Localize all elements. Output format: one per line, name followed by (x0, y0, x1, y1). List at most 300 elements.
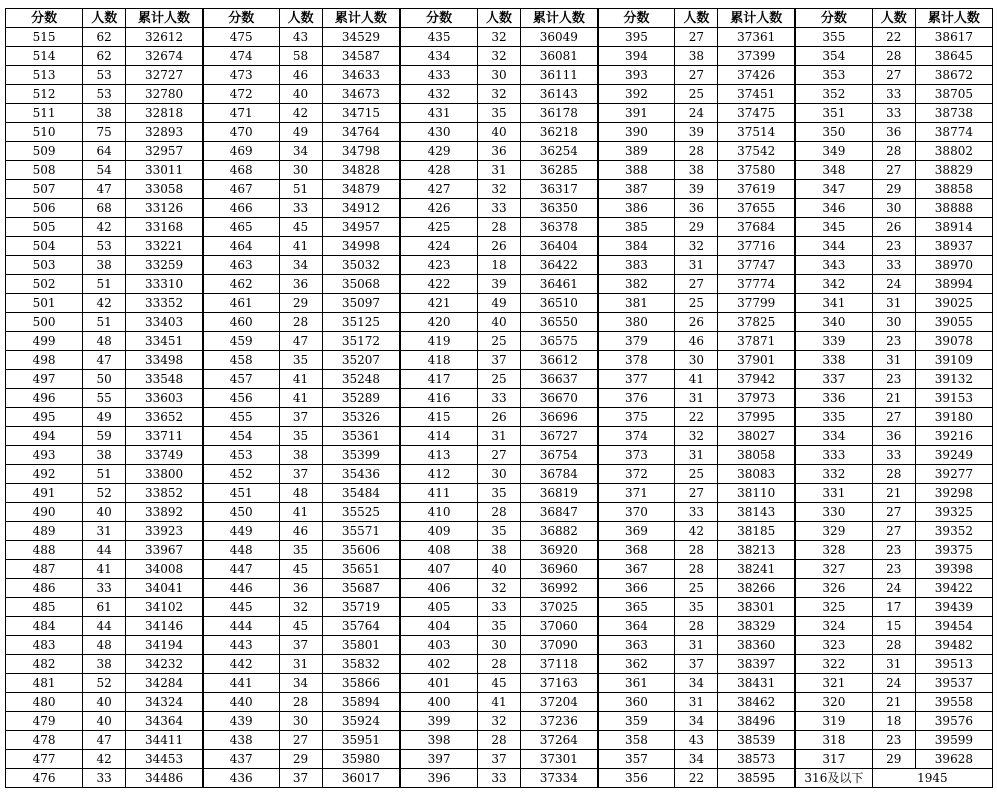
score-cell: 382 (598, 275, 675, 294)
cumulative-cell: 34828 (322, 161, 400, 180)
score-cell: 500 (6, 313, 83, 332)
table-row (6, 408, 993, 427)
cumulative-cell: 36784 (521, 465, 598, 484)
count-cell: 24 (872, 275, 915, 294)
cumulative-cell: 33451 (126, 332, 203, 351)
score-cell: 375 (598, 408, 675, 427)
cumulative-header: 累计人数 (521, 9, 598, 28)
cumulative-cell: 37871 (718, 332, 795, 351)
score-cell: 464 (203, 237, 279, 256)
count-cell: 27 (872, 161, 915, 180)
count-cell: 37 (477, 750, 520, 769)
cumulative-cell: 35764 (322, 617, 400, 636)
table-row (6, 617, 993, 636)
cumulative-cell: 39454 (915, 617, 992, 636)
score-cell: 374 (598, 427, 675, 446)
cumulative-cell: 36285 (521, 161, 598, 180)
count-cell: 36 (279, 579, 322, 598)
score-cell: 322 (795, 655, 872, 674)
score-cell: 353 (795, 66, 872, 85)
score-cell: 463 (203, 256, 279, 275)
count-cell: 27 (872, 522, 915, 541)
score-cell: 321 (795, 674, 872, 693)
score-cell: 378 (598, 351, 675, 370)
count-cell: 53 (83, 66, 126, 85)
cumulative-cell: 36461 (521, 275, 598, 294)
count-cell: 22 (675, 769, 718, 788)
cumulative-cell: 34673 (322, 85, 400, 104)
score-cell: 335 (795, 408, 872, 427)
score-cell: 504 (6, 237, 83, 256)
score-cell: 476 (6, 769, 83, 788)
count-cell: 32 (477, 85, 520, 104)
count-cell: 30 (872, 313, 915, 332)
cumulative-cell: 36404 (521, 237, 598, 256)
score-cell: 485 (6, 598, 83, 617)
count-cell: 42 (279, 104, 322, 123)
count-cell: 59 (83, 427, 126, 446)
table-row (6, 655, 993, 674)
cumulative-cell: 36017 (322, 769, 400, 788)
cumulative-cell: 36218 (521, 123, 598, 142)
table-row (6, 446, 993, 465)
cumulative-cell: 38738 (915, 104, 992, 123)
count-cell: 44 (83, 617, 126, 636)
count-cell: 35 (477, 617, 520, 636)
table-row (6, 693, 993, 712)
cumulative-cell: 33352 (126, 294, 203, 313)
cumulative-cell: 33259 (126, 256, 203, 275)
score-cell: 391 (598, 104, 675, 123)
cumulative-cell: 39398 (915, 560, 992, 579)
count-cell: 23 (872, 541, 915, 560)
count-cell: 38 (675, 47, 718, 66)
count-cell: 29 (675, 218, 718, 237)
score-cell: 338 (795, 351, 872, 370)
count-cell: 33 (477, 389, 520, 408)
score-cell: 435 (400, 28, 477, 47)
count-cell: 51 (83, 313, 126, 332)
score-cell: 327 (795, 560, 872, 579)
cumulative-cell: 37236 (521, 712, 598, 731)
table-row (6, 636, 993, 655)
cumulative-cell: 34364 (126, 712, 203, 731)
count-cell: 34 (675, 712, 718, 731)
cumulative-cell: 39153 (915, 389, 992, 408)
count-cell: 41 (279, 389, 322, 408)
score-cell: 436 (203, 769, 279, 788)
count-cell: 48 (83, 636, 126, 655)
cumulative-cell: 34633 (322, 66, 400, 85)
count-cell: 25 (675, 579, 718, 598)
count-cell: 26 (872, 218, 915, 237)
table-row (6, 294, 993, 313)
table-row (6, 579, 993, 598)
score-cell: 355 (795, 28, 872, 47)
score-cell: 462 (203, 275, 279, 294)
count-cell: 15 (872, 617, 915, 636)
table-row (6, 541, 993, 560)
count-cell: 33 (872, 104, 915, 123)
score-cell: 506 (6, 199, 83, 218)
score-cell: 329 (795, 522, 872, 541)
count-cell: 35 (279, 427, 322, 446)
cumulative-cell: 39180 (915, 408, 992, 427)
cumulative-cell: 38858 (915, 180, 992, 199)
count-cell: 53 (83, 85, 126, 104)
count-cell: 31 (872, 351, 915, 370)
score-cell: 408 (400, 541, 477, 560)
cumulative-cell: 34102 (126, 598, 203, 617)
score-cell: 429 (400, 142, 477, 161)
score-cell: 373 (598, 446, 675, 465)
cumulative-cell: 34008 (126, 560, 203, 579)
cumulative-cell: 37655 (718, 199, 795, 218)
cumulative-cell: 38802 (915, 142, 992, 161)
cumulative-cell: 36317 (521, 180, 598, 199)
cumulative-cell: 33168 (126, 218, 203, 237)
cumulative-cell: 35651 (322, 560, 400, 579)
score-cell: 380 (598, 313, 675, 332)
count-cell: 29 (279, 294, 322, 313)
cumulative-cell: 37060 (521, 617, 598, 636)
cumulative-cell: 35525 (322, 503, 400, 522)
cumulative-cell: 34324 (126, 693, 203, 712)
count-cell: 35 (279, 541, 322, 560)
count-cell: 32 (477, 180, 520, 199)
score-cell: 505 (6, 218, 83, 237)
score-cell: 454 (203, 427, 279, 446)
score-cell: 468 (203, 161, 279, 180)
count-cell: 37 (477, 351, 520, 370)
cumulative-cell: 33310 (126, 275, 203, 294)
count-cell: 32 (675, 427, 718, 446)
score-cell: 362 (598, 655, 675, 674)
score-cell: 403 (400, 636, 477, 655)
cumulative-header: 累计人数 (322, 9, 400, 28)
count-cell: 61 (83, 598, 126, 617)
cumulative-cell: 36550 (521, 313, 598, 332)
count-cell: 18 (477, 256, 520, 275)
score-cell: 363 (598, 636, 675, 655)
score-cell: 323 (795, 636, 872, 655)
count-cell: 33 (872, 256, 915, 275)
count-cell: 27 (675, 484, 718, 503)
cumulative-cell: 34486 (126, 769, 203, 788)
count-cell: 28 (279, 313, 322, 332)
cumulative-cell: 35097 (322, 294, 400, 313)
count-cell: 33 (872, 446, 915, 465)
table-row (6, 484, 993, 503)
table-row (6, 503, 993, 522)
table-row (6, 161, 993, 180)
table-row (6, 712, 993, 731)
score-cell: 425 (400, 218, 477, 237)
count-cell: 21 (872, 484, 915, 503)
count-cell: 32 (477, 579, 520, 598)
score-cell: 395 (598, 28, 675, 47)
cumulative-cell: 38645 (915, 47, 992, 66)
table-row (6, 47, 993, 66)
count-cell: 33 (83, 579, 126, 598)
score-cell: 494 (6, 427, 83, 446)
cumulative-cell: 35719 (322, 598, 400, 617)
score-cell: 411 (400, 484, 477, 503)
count-cell: 37 (279, 465, 322, 484)
count-header: 人数 (477, 9, 520, 28)
score-cell: 487 (6, 560, 83, 579)
cumulative-cell: 36754 (521, 446, 598, 465)
score-cell: 467 (203, 180, 279, 199)
score-cell: 332 (795, 465, 872, 484)
table-row (6, 674, 993, 693)
count-cell: 28 (477, 731, 520, 750)
count-cell: 45 (477, 674, 520, 693)
score-cell: 442 (203, 655, 279, 674)
score-cell: 381 (598, 294, 675, 313)
count-cell: 38 (279, 446, 322, 465)
cumulative-cell: 34232 (126, 655, 203, 674)
cumulative-cell: 34146 (126, 617, 203, 636)
count-cell: 36 (477, 142, 520, 161)
score-cell: 446 (203, 579, 279, 598)
count-cell: 39 (675, 180, 718, 199)
count-cell: 34 (675, 750, 718, 769)
count-cell: 35 (477, 522, 520, 541)
count-cell: 25 (675, 294, 718, 313)
score-cell: 491 (6, 484, 83, 503)
table-row (6, 180, 993, 199)
count-header: 人数 (872, 9, 915, 28)
count-cell: 36 (872, 427, 915, 446)
count-cell: 75 (83, 123, 126, 142)
cumulative-cell: 38888 (915, 199, 992, 218)
score-cell: 392 (598, 85, 675, 104)
table-row (6, 199, 993, 218)
score-cell: 418 (400, 351, 477, 370)
score-cell: 480 (6, 693, 83, 712)
score-cell: 324 (795, 617, 872, 636)
cumulative-cell: 39325 (915, 503, 992, 522)
cumulative-cell: 37973 (718, 389, 795, 408)
score-cell: 365 (598, 598, 675, 617)
score-cell: 352 (795, 85, 872, 104)
cumulative-cell: 39599 (915, 731, 992, 750)
count-cell: 31 (477, 161, 520, 180)
count-cell: 42 (675, 522, 718, 541)
score-cell: 479 (6, 712, 83, 731)
score-cell: 420 (400, 313, 477, 332)
cumulative-cell: 37118 (521, 655, 598, 674)
count-cell: 45 (279, 617, 322, 636)
count-cell: 27 (477, 446, 520, 465)
count-cell: 40 (83, 693, 126, 712)
count-cell: 31 (675, 446, 718, 465)
cumulative-cell: 36422 (521, 256, 598, 275)
score-cell: 389 (598, 142, 675, 161)
score-cell: 475 (203, 28, 279, 47)
score-cell: 469 (203, 142, 279, 161)
score-cell: 478 (6, 731, 83, 750)
count-cell: 32 (675, 237, 718, 256)
count-cell: 51 (83, 275, 126, 294)
count-header: 人数 (83, 9, 126, 28)
count-cell: 22 (675, 408, 718, 427)
score-cell: 474 (203, 47, 279, 66)
count-cell: 64 (83, 142, 126, 161)
score-cell: 415 (400, 408, 477, 427)
count-cell: 42 (83, 218, 126, 237)
cumulative-cell: 33403 (126, 313, 203, 332)
score-distribution-table (5, 8, 993, 788)
score-cell: 384 (598, 237, 675, 256)
score-header: 分数 (795, 9, 872, 28)
score-header: 分数 (400, 9, 477, 28)
count-cell: 22 (872, 28, 915, 47)
cumulative-cell: 37451 (718, 85, 795, 104)
cumulative-cell: 34411 (126, 731, 203, 750)
score-cell: 405 (400, 598, 477, 617)
count-cell: 36 (872, 123, 915, 142)
count-cell: 34 (279, 256, 322, 275)
cumulative-cell: 38241 (718, 560, 795, 579)
count-cell: 51 (83, 465, 126, 484)
table-row (6, 332, 993, 351)
score-cell: 498 (6, 351, 83, 370)
score-cell: 437 (203, 750, 279, 769)
score-cell: 402 (400, 655, 477, 674)
table-row (6, 28, 993, 47)
count-cell: 34 (675, 674, 718, 693)
score-cell: 354 (795, 47, 872, 66)
count-cell: 28 (872, 636, 915, 655)
score-cell: 512 (6, 85, 83, 104)
count-cell: 40 (477, 560, 520, 579)
cumulative-header: 累计人数 (915, 9, 992, 28)
count-cell: 25 (675, 465, 718, 484)
cumulative-cell: 34715 (322, 104, 400, 123)
cumulative-cell: 33923 (126, 522, 203, 541)
cumulative-cell: 38496 (718, 712, 795, 731)
score-cell: 471 (203, 104, 279, 123)
score-cell: 356 (598, 769, 675, 788)
count-header: 人数 (675, 9, 718, 28)
count-cell: 40 (477, 313, 520, 332)
score-cell: 366 (598, 579, 675, 598)
count-cell: 55 (83, 389, 126, 408)
count-cell: 33 (279, 199, 322, 218)
score-cell: 359 (598, 712, 675, 731)
count-cell: 27 (675, 66, 718, 85)
remaining-count-cell: 1945 (872, 769, 992, 788)
cumulative-cell: 38027 (718, 427, 795, 446)
count-cell: 52 (83, 484, 126, 503)
count-cell: 37 (675, 655, 718, 674)
count-cell: 30 (279, 161, 322, 180)
score-cell: 447 (203, 560, 279, 579)
cumulative-cell: 35924 (322, 712, 400, 731)
cumulative-cell: 36049 (521, 28, 598, 47)
cumulative-cell: 38573 (718, 750, 795, 769)
count-cell: 31 (675, 636, 718, 655)
score-cell: 421 (400, 294, 477, 313)
cumulative-cell: 33498 (126, 351, 203, 370)
score-cell: 515 (6, 28, 83, 47)
score-cell: 400 (400, 693, 477, 712)
table-body (6, 28, 993, 788)
count-cell: 29 (872, 750, 915, 769)
score-cell: 451 (203, 484, 279, 503)
table-row (6, 351, 993, 370)
score-cell: 428 (400, 161, 477, 180)
score-cell: 376 (598, 389, 675, 408)
cumulative-cell: 39628 (915, 750, 992, 769)
score-cell: 337 (795, 370, 872, 389)
count-cell: 28 (675, 142, 718, 161)
score-cell: 316及以下 (795, 769, 872, 788)
cumulative-cell: 32957 (126, 142, 203, 161)
score-cell: 397 (400, 750, 477, 769)
count-cell: 17 (872, 598, 915, 617)
cumulative-cell: 37995 (718, 408, 795, 427)
cumulative-cell: 39249 (915, 446, 992, 465)
score-cell: 473 (203, 66, 279, 85)
cumulative-cell: 37163 (521, 674, 598, 693)
cumulative-cell: 38329 (718, 617, 795, 636)
cumulative-cell: 36378 (521, 218, 598, 237)
score-cell: 511 (6, 104, 83, 123)
count-cell: 51 (279, 180, 322, 199)
score-cell: 465 (203, 218, 279, 237)
count-cell: 21 (872, 389, 915, 408)
score-cell: 358 (598, 731, 675, 750)
count-cell: 33 (83, 769, 126, 788)
score-cell: 383 (598, 256, 675, 275)
score-cell: 318 (795, 731, 872, 750)
cumulative-cell: 39352 (915, 522, 992, 541)
cumulative-cell: 38994 (915, 275, 992, 294)
cumulative-cell: 39132 (915, 370, 992, 389)
table-row (6, 598, 993, 617)
count-cell: 30 (279, 712, 322, 731)
count-cell: 35 (477, 484, 520, 503)
count-cell: 31 (477, 427, 520, 446)
score-cell: 481 (6, 674, 83, 693)
score-cell: 360 (598, 693, 675, 712)
table-row (6, 256, 993, 275)
count-cell: 23 (872, 332, 915, 351)
cumulative-cell: 36992 (521, 579, 598, 598)
cumulative-cell: 38829 (915, 161, 992, 180)
cumulative-cell: 37426 (718, 66, 795, 85)
cumulative-cell: 34998 (322, 237, 400, 256)
table-row (6, 370, 993, 389)
score-cell: 438 (203, 731, 279, 750)
count-cell: 37 (279, 769, 322, 788)
count-cell: 23 (872, 731, 915, 750)
cumulative-cell: 38914 (915, 218, 992, 237)
count-cell: 28 (872, 47, 915, 66)
score-cell: 386 (598, 199, 675, 218)
count-cell: 58 (279, 47, 322, 66)
score-cell: 390 (598, 123, 675, 142)
score-cell: 499 (6, 332, 83, 351)
count-cell: 23 (872, 370, 915, 389)
score-cell: 319 (795, 712, 872, 731)
cumulative-cell: 36612 (521, 351, 598, 370)
score-cell: 387 (598, 180, 675, 199)
score-cell: 490 (6, 503, 83, 522)
